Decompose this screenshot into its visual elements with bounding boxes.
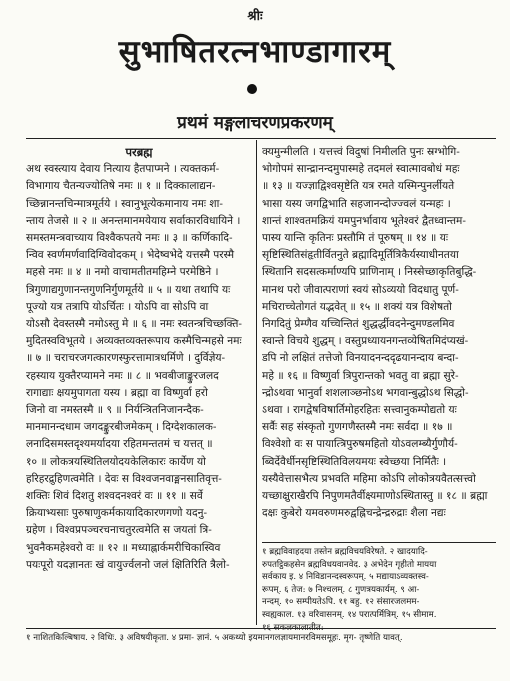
verse-line: रहस्याय युक्तैरप्यामने नमः ॥ ८ ॥ भवबीजाङ्कुरजलद	[26, 369, 219, 382]
left-column	[26, 144, 252, 574]
verse-line: भोगोपमं सान्द्रानन्दमुपास्महे तदमलं स्वात्मावबोधं महः	[262, 163, 460, 176]
verse-line: स्थितानि सदसत्कर्माण्यपि प्राणिनाम् । निस्सेच्छाकृतिबुद्धि-	[262, 266, 477, 279]
right-column-text	[262, 144, 496, 522]
notes-rule	[262, 542, 496, 543]
verse-line: हरिहरद्रुहिणत्वमेति । देवः स विश्वजनवाङ्मनसातिवृत्त-	[26, 472, 222, 485]
verse-line: निगदितुं प्रेम्णैव यच्चिन्तितं शुद्धर्द्धीवदनेन्दुमण्डलमिव	[262, 318, 455, 331]
verse-line: यच्छाक्षुराखैरपि निपुणमतैर्वीक्ष्यमाणोऽस्थितास्तु ॥ १८ ॥ ब्रह्मा	[262, 490, 488, 503]
right-column	[262, 144, 496, 522]
verse-line: च्छिन्नानन्तचिन्मात्रमूर्तये । स्वानुभूत्येकमानाय नमः शा-	[26, 197, 223, 210]
verse-line: ऽथवा । रागद्वेषविषार्तिमोहरहितः सत्त्वानुकम्पोद्यतो यः	[262, 404, 457, 417]
verse-line: न्द्रोऽथवा भानुर्वा शशलाञ्छनोऽथ भगवान्बुद्धोऽथ सिद्धो-	[262, 386, 469, 399]
verse-line: भुवनैकमहेश्वरो वः ॥ १२ ॥ मध्याह्नार्कमरीचिकास्विव	[26, 541, 221, 554]
note-line: सर्वकाय इ. ४ निविडानन्दस्वरूपम्. ५ मद्यायाऽव्यक्तस्व-	[262, 572, 429, 583]
verse-line: सृष्टिस्थितिसंहृतीर्वितनुते ब्रह्मादिमूर्तित्रिकैर्यस्याधीनतया	[262, 249, 459, 262]
left-column-heading: परब्रह्म	[125, 145, 153, 159]
verse-line: न्ताय तेजसे ॥ २ ॥ अनन्तमानमयेयाय सर्वाकारविधायिने ।	[26, 214, 241, 227]
verse-line: मानथ परो जीवात्पराणां स्वयं सोऽव्ययो विदधातु पूर्ण-	[262, 283, 459, 296]
verse-line: ॥ ७ ॥ चराचरजगत्कारणस्फुरत्तामात्रधर्मिणे । दुर्विज्ञेय-	[26, 352, 226, 365]
note-line: स्वह्यकाल. १३ वरिवासनम्. १४ परात्पर्मित्रिम्. १५ सीमाम.	[262, 609, 437, 620]
invocation: श्रीः	[247, 9, 263, 24]
verse-line: महसे नमः ॥ ४ ॥ नमो वाचामतीतमहिम्ने परमेष्ठिने ।	[26, 266, 219, 279]
verse-line: जिनो वा नमस्तस्मै ॥ ९ ॥ निर्यन्त्रितनिजानन्दैक-	[26, 404, 204, 417]
verse-line: क्रियाभ्यसाः पुरुषाणुकर्मकायादिकारणगणो यदनु-	[26, 507, 208, 520]
verse-line: भासा यस्य जगद्विभाति सहजानन्दोज्ज्वलं यन्महः ।	[262, 197, 451, 210]
verse-line: ॥ १३ ॥ यज्ज्ञाद्विश्वसृष्टेति यत्र रमते यस्मिन्पुनर्लीयते	[262, 180, 455, 193]
verse-line: शान्तं शाश्वतमक्रियं यमपुनर्भावाय भूतेश्वरं द्वैतध्वान्तम-	[262, 214, 466, 227]
footnotes	[26, 632, 496, 645]
note-line: रुपतट्ठिकहसेन ब्रह्मविधयवानवेद. ३ अभेदेन गृहीतो मायया	[262, 559, 437, 570]
left-column-text	[26, 161, 252, 574]
verse-line: न्विव स्वर्णमर्णवादिग्विवोदकम् । भेदेष्वभेदे यत्तस्मै परस्मै	[26, 249, 235, 262]
note-line: १६ सकलकालातीत:	[262, 622, 324, 633]
right-column-notes	[262, 546, 496, 634]
verse-line: मुदितस्वविभूतये । अव्यक्तव्यक्तरूपाय कस्मैचिन्महसे नमः	[26, 335, 242, 348]
verse-line: डपि नो लक्षितं तत्तेजो विनयादनन्ददृढयानन्दाय बन्दा-	[262, 352, 459, 365]
note-line: १ ब्रह्मविवाहदया तस्तेन ब्रह्मविचयविरेषते. २ खादयादि-	[262, 547, 428, 557]
verse-line: महे ॥ १६ ॥ विष्णुर्वा त्रिपुरान्तको भवतु वा ब्रह्मा सुरे-	[262, 369, 459, 382]
verse-line: १० ॥ लोकत्रयस्थितिलयोदयकेलिकारः कार्येण यो	[26, 455, 206, 468]
verse-line: पास्य यान्ति कृतिनः प्रस्तौमि तं पूरुषम् ॥ १४ ॥ यः	[262, 232, 449, 245]
verse-line: शक्तिः शिवं दिशतु शश्वदनश्वरं वः ॥ ११ ॥ सर्वे	[26, 490, 203, 503]
verse-line: ग्रहेण । विश्वप्रपञ्चरचनाचतुरत्वमेति स जयतां त्रि-	[26, 524, 212, 537]
column-divider	[256, 140, 257, 625]
page-title: सुभाषितरत्नभाण्डागारम्	[118, 34, 392, 70]
verse-line: विभागाय चैतन्यज्योतिषे नमः ॥ १ ॥ दिक्कालाद्यन-	[26, 180, 216, 193]
verse-line: मचिराच्चेतोगतं यद्भवेत् ॥ १५ ॥ शक्यं यत्र विशेषतो	[262, 300, 452, 313]
verse-line: मानमानन्दधाम जगदङ्कुरबीजमेकम् । दिग्देशकालक-	[26, 421, 217, 434]
verse-line: दक्षः कुबेरो यमवरुणमरुद्वह्निचन्द्रेन्द्ररुद्राः शैला नद्यः	[262, 507, 446, 520]
verse-line: रागाद्याः क्षयमुपागता यस्य । ब्रह्मा वा विष्णुर्वा हरो	[26, 386, 208, 399]
verse-line: यस्यैवेत्तासभैत्य प्रभवति महिमा कोऽपि लोकोत्रयवैतत्सत्त्वो	[262, 472, 476, 485]
verse-line: सर्वैः सह संस्कृतो गुणगणैस्तस्मै नमः सर्वदा ॥ १७ ॥	[262, 421, 453, 434]
verse-line: अथ स्वस्त्याय देवाय नित्याय हैतपाप्मने । त्यक्तकर्म-	[26, 163, 220, 176]
verse-line: समस्तमन्त्रवाच्याय विश्वैकपतये नमः ॥ ३ ॥ कर्णिकादि-	[26, 232, 233, 245]
verse-line: स्वान्ते विचये शुद्धम् । वस्तुप्रध्यायनगन्तव्येषितमिदंप्यखं-	[262, 335, 469, 348]
verse-line: ब्विर्देवैर्धीनसृष्टिस्थितिविलयमयः स्वेच्छया निर्मितैः ।	[262, 455, 447, 468]
header-rule	[26, 138, 496, 139]
verse-line: विश्वेशो वः स पायात्त्रिपुरुषमहितो योऽवलम्ब्यैर्गुणौर्य-	[262, 438, 458, 451]
verse-line: क्यमुन्मीलति । यत्तत्त्वं विदुषां निमीलति पुनः स्रग्भोगि-	[262, 146, 460, 158]
verse-line: लनादिसमस्तदृश्यमर्यादया रहितमन्ततमं च यत्तत् ॥	[26, 438, 213, 451]
section-title: प्रथमं मङ्गलाचरणप्रकरणम्	[177, 113, 333, 133]
verse-line: पयःपूरो यदज्ञानतः खं वायुर्ज्वलनो जलं क्षितिरिति त्रैलो-	[26, 558, 230, 571]
verse-line: पूज्यो यत्र तत्रापि योऽर्चितः । योऽपि वा सोऽपि वा	[26, 300, 209, 313]
verse-line: त्रिगुणाद्यगुणानन्तगुणनिर्गुणमूर्तये ॥ ५ ॥ यथा तथापि यः	[26, 283, 231, 296]
verse-line: योऽसौ देवस्तस्मै नमोऽस्तु मे ॥ ६ ॥ नमः स्वतन्त्रचिच्छक्ति-	[26, 318, 242, 331]
ornament-dot	[247, 84, 257, 94]
footnote-line: १ नाशितकिल्बिषाय. २ विधिः. ३ अविषयीकृता. ४ प्रमा- ज्ञानं. ५ अकथ्यो इयमानगलज्ञायमानरविमसमूहः. मृग- तृष्णेति यावत्.	[26, 633, 403, 643]
footnote-rule	[26, 628, 496, 629]
note-line: नन्दम्. १० सम्पीयतेऽपि. ११ बहु. १२ संसारजलमम-	[262, 597, 420, 608]
note-line: रूपम्. ६ तेज: ७ निश्चलम्. ८ गुणत्रयकार्यम्. ९ आ-	[262, 584, 420, 595]
